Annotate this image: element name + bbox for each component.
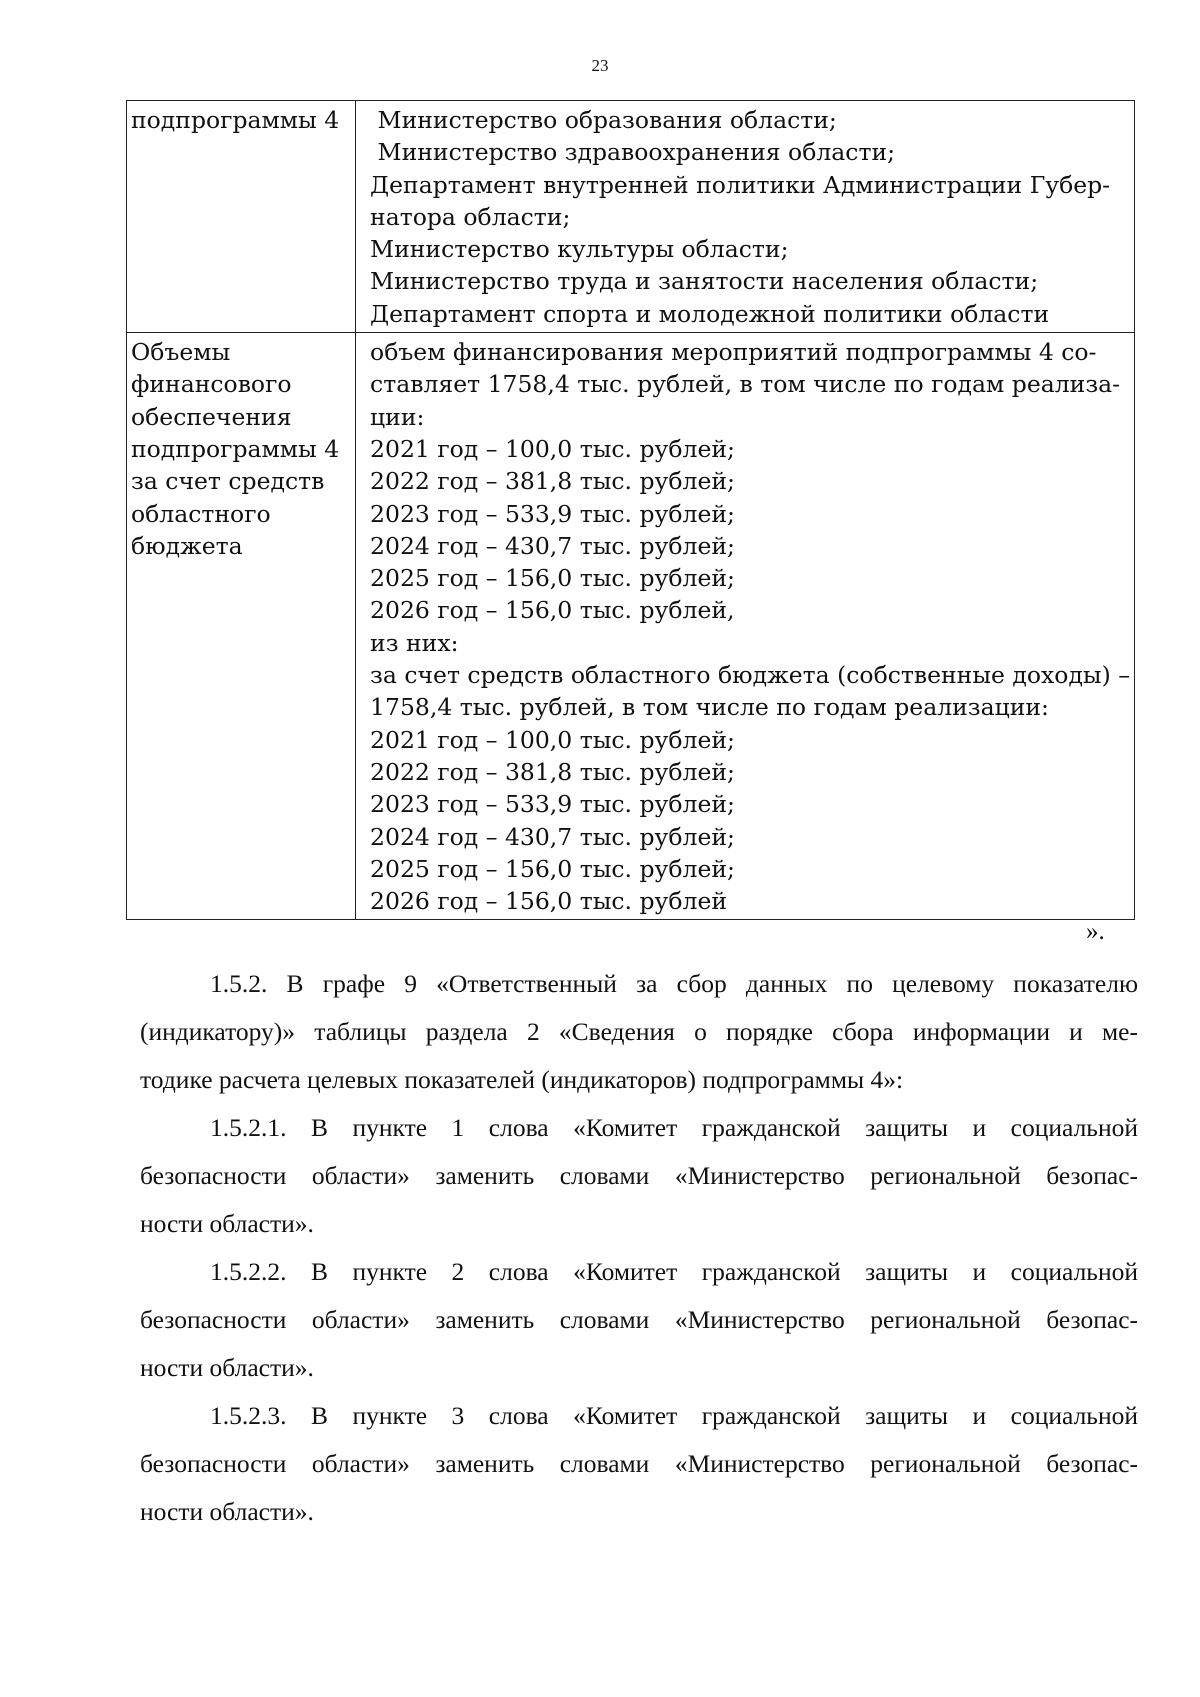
row-value-line: ставляет 1758,4 тыс. рублей, в том числе по годам реализа- bbox=[370, 370, 1121, 399]
document-body bbox=[140, 960, 1138, 1536]
paragraph-line: 1.5.2. В графе 9 «Ответственный за сбор данных по целевому показателю bbox=[210, 969, 1138, 998]
paragraph-line: ности области». bbox=[140, 1209, 314, 1238]
row-value-line: 2026 год – 156,0 тыс. рублей, bbox=[370, 596, 735, 625]
row-value-line: Департамент спорта и молодежной политики области bbox=[370, 299, 1050, 328]
row-value-line: 2023 год – 533,9 тыс. рублей; bbox=[370, 790, 735, 819]
row-value-line: 2021 год – 100,0 тыс. рублей; bbox=[370, 725, 735, 754]
row-label-line: подпрограммы 4 bbox=[131, 434, 340, 463]
paragraph-line: 1.5.2.3. В пункте 3 слова «Комитет гражданской защиты и социальной bbox=[210, 1401, 1138, 1430]
row-value-line: 2025 год – 156,0 тыс. рублей; bbox=[370, 854, 735, 883]
row-value-line: 2022 год – 381,8 тыс. рублей; bbox=[370, 757, 735, 786]
row-value-line: 2024 год – 430,7 тыс. рублей; bbox=[370, 822, 735, 851]
row-value-line: Департамент внутренней политики Администрации Губер- bbox=[370, 170, 1111, 199]
row-label-line: обеспечения bbox=[131, 402, 292, 431]
row-value-line: натора области; bbox=[370, 202, 571, 231]
row-value-line: 2021 год – 100,0 тыс. рублей; bbox=[370, 434, 735, 463]
paragraph-line: 1.5.2.2. В пункте 2 слова «Комитет гражданской защиты и социальной bbox=[210, 1257, 1138, 1286]
row-value-line: 2023 год – 533,9 тыс. рублей; bbox=[370, 499, 735, 528]
table-row bbox=[127, 333, 1135, 920]
paragraph-1-5-2-3 bbox=[140, 1392, 1138, 1536]
row-value-line: за счет средств областного бюджета (собственные доходы) – bbox=[370, 661, 1130, 690]
row-label-line: бюджета bbox=[131, 531, 243, 560]
row-value-line: 1758,4 тыс. рублей, в том числе по годам реализации: bbox=[370, 693, 1049, 722]
paragraph-line: безопасности области» заменить словами «Министерство региональной безопас- bbox=[140, 1305, 1138, 1334]
subprogram-passport-table bbox=[126, 100, 1135, 920]
paragraph-line: 1.5.2.1. В пункте 1 слова «Комитет гражданской защиты и социальной bbox=[210, 1113, 1138, 1142]
row-value-line: Министерство труда и занятости населения области; bbox=[370, 267, 1039, 296]
paragraph-line: тодике расчета целевых показателей (индикаторов) подпрограммы 4»: bbox=[140, 1065, 904, 1094]
row-label-line: за счет средств bbox=[131, 467, 325, 496]
paragraph-1-5-2-2 bbox=[140, 1248, 1138, 1392]
row-value-line: Министерство образования области; bbox=[370, 106, 837, 134]
row-label-line: областного bbox=[131, 499, 271, 528]
paragraph-line: (индикатору)» таблицы раздела 2 «Сведения о порядке сбора информации и ме- bbox=[140, 1017, 1138, 1046]
paragraph-line: безопасности области» заменить словами «Министерство региональной безопас- bbox=[140, 1161, 1138, 1190]
paragraph-1-5-2 bbox=[140, 960, 1138, 1104]
page-number: 23 bbox=[591, 56, 609, 75]
row-value-line: 2025 год – 156,0 тыс. рублей; bbox=[370, 564, 735, 593]
row-value-cell bbox=[356, 101, 1135, 333]
row-value-line: Министерство здравоохранения области; bbox=[370, 138, 896, 167]
paragraph-line: ности области». bbox=[140, 1353, 314, 1382]
table-row bbox=[127, 101, 1135, 333]
closing-quote: ». bbox=[1086, 918, 1105, 945]
row-value-line: Министерство культуры области; bbox=[370, 235, 789, 264]
paragraph-line: безопасности области» заменить словами «Министерство региональной безопас- bbox=[140, 1449, 1138, 1478]
row-label-cell bbox=[127, 101, 356, 333]
row-value-line: объем финансирования мероприятий подпрограммы 4 со- bbox=[370, 338, 1097, 367]
row-label-cell bbox=[127, 333, 356, 920]
row-value-line: из них: bbox=[370, 628, 459, 657]
row-value-line: 2026 год – 156,0 тыс. рублей bbox=[370, 887, 728, 916]
row-value-line: 2024 год – 430,7 тыс. рублей; bbox=[370, 531, 735, 560]
row-value-line: ции: bbox=[370, 402, 425, 431]
paragraph-1-5-2-1 bbox=[140, 1104, 1138, 1248]
row-value-cell bbox=[356, 333, 1135, 920]
row-value-line: 2022 год – 381,8 тыс. рублей; bbox=[370, 467, 735, 496]
paragraph-line: ности области». bbox=[140, 1497, 314, 1526]
row-label-line: подпрограммы 4 bbox=[131, 106, 340, 134]
row-label-line: финансового bbox=[131, 370, 292, 399]
row-label-line: Объемы bbox=[131, 338, 231, 367]
